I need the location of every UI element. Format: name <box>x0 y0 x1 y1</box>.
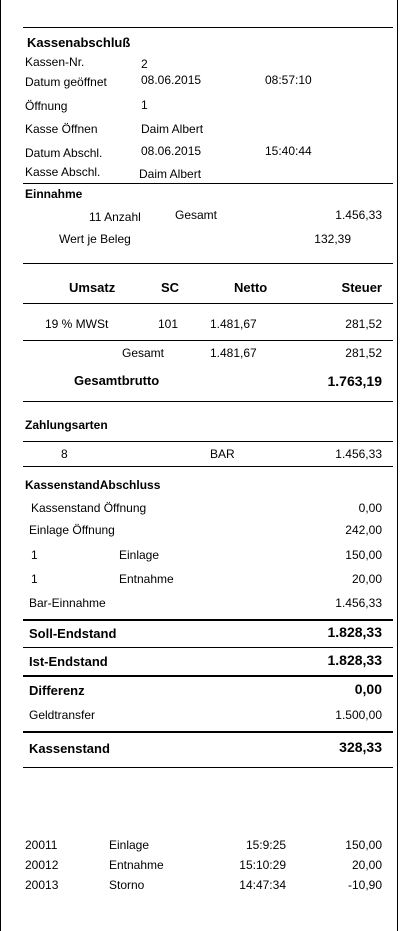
einlage-count: 1 <box>31 548 38 562</box>
zahlungsart-count: 8 <box>61 447 68 461</box>
wert-je-beleg-value: 132,39 <box>314 232 351 246</box>
kassenstand-oeffnung-label: Kassenstand Öffnung <box>31 501 147 515</box>
top-rule <box>23 27 393 28</box>
col-sc: SC <box>161 280 180 295</box>
gesamtbrutto-label: Gesamtbrutto <box>74 373 160 388</box>
rule <box>23 441 393 442</box>
einlage-oeffnung-label: Einlage Öffnung <box>29 523 115 537</box>
einnahme-anzahl: 11 Anzahl <box>89 210 141 224</box>
rule <box>23 263 393 264</box>
rule <box>23 647 393 648</box>
rule <box>23 619 393 621</box>
zahlungsart-type: BAR <box>210 447 235 461</box>
rule <box>23 466 393 467</box>
transaction-time: 15:10:29 <box>239 858 286 872</box>
rule <box>23 401 393 402</box>
umsatz-row-sc: 101 <box>158 317 179 331</box>
bar-einnahme-label: Bar-Einnahme <box>29 596 106 610</box>
transaction-type: Storno <box>109 878 145 892</box>
datum-abschl-value: 08.06.2015 <box>141 144 202 158</box>
kasse-oeffnen-value: Daim Albert <box>141 122 204 136</box>
gesamtbrutto-value: 1.763,19 <box>327 373 382 389</box>
oeffnung-value: 1 <box>141 98 148 112</box>
zahlungsart-amount: 1.456,33 <box>335 447 382 461</box>
wert-je-beleg-label: Wert je Beleg <box>59 232 131 246</box>
transaction-amount: 20,00 <box>351 858 382 872</box>
datum-abschl-label: Datum Abschl. <box>25 146 103 160</box>
kasse-abschl-value: Daim Albert <box>139 167 202 181</box>
rule <box>23 731 393 733</box>
transaction-time: 15:9:25 <box>245 838 286 852</box>
einlage-value: 150,00 <box>345 548 382 562</box>
kassenstand-label: Kassenstand <box>29 741 110 756</box>
einnahme-gesamt-value: 1.456,33 <box>335 208 382 222</box>
ist-endstand-label: Ist-Endstand <box>29 654 108 669</box>
kassenstand-value: 328,33 <box>339 739 382 755</box>
einnahme-heading: Einnahme <box>25 187 83 201</box>
ist-endstand-value: 1.828,33 <box>327 652 382 668</box>
umsatz-row-label: 19 % MWSt <box>45 317 109 331</box>
einlage-oeffnung-value: 242,00 <box>345 523 382 537</box>
transaction-type: Einlage <box>109 838 150 852</box>
kassenstand-oeffnung-value: 0,00 <box>358 501 382 515</box>
einlage-label: Einlage <box>119 548 160 562</box>
transaction-amount: 150,00 <box>345 838 382 852</box>
col-umsatz: Umsatz <box>69 280 116 295</box>
kasse-abschl-label: Kasse Abschl. <box>25 165 101 179</box>
umsatz-gesamt-netto: 1.481,67 <box>210 346 257 360</box>
kassen-nr-label: Kassen-Nr. <box>25 55 85 69</box>
entnahme-label: Entnahme <box>119 572 174 586</box>
kasse-oeffnen-label: Kasse Öffnen <box>25 122 98 136</box>
geldtransfer-value: 1.500,00 <box>335 708 382 722</box>
rule <box>23 340 393 341</box>
soll-endstand-value: 1.828,33 <box>327 624 382 640</box>
geldtransfer-label: Geldtransfer <box>29 708 96 722</box>
transaction-id: 20012 <box>25 858 59 872</box>
umsatz-gesamt-label: Gesamt <box>122 346 165 360</box>
col-netto: Netto <box>234 280 268 295</box>
datum-geoeffnet-value: 08.06.2015 <box>141 73 202 87</box>
rule <box>23 303 393 304</box>
zahlungsarten-heading: Zahlungsarten <box>25 418 108 432</box>
transaction-id: 20011 <box>25 838 58 852</box>
receipt-title: Kassenabschluß <box>27 35 131 50</box>
differenz-label: Differenz <box>29 683 85 698</box>
rule <box>23 675 393 677</box>
umsatz-gesamt-steuer: 281,52 <box>345 346 382 360</box>
differenz-value: 0,00 <box>354 681 382 697</box>
bar-einnahme-value: 1.456,33 <box>335 596 382 610</box>
soll-endstand-label: Soll-Endstand <box>29 626 117 641</box>
transaction-time: 14:47:34 <box>239 878 286 892</box>
datum-geoeffnet-label: Datum geöffnet <box>25 75 107 89</box>
rule <box>23 767 393 768</box>
kassen-nr-value: 2 <box>141 57 148 71</box>
entnahme-value: 20,00 <box>351 572 382 586</box>
rule <box>23 183 393 184</box>
umsatz-row-steuer: 281,52 <box>345 317 382 331</box>
entnahme-count: 1 <box>31 572 38 586</box>
kassenstand-heading: KassenstandAbschluss <box>25 478 161 492</box>
oeffnung-label: Öffnung <box>25 99 68 113</box>
einnahme-gesamt-label: Gesamt <box>175 208 218 222</box>
transaction-amount: -10,90 <box>347 878 382 892</box>
umsatz-row-netto: 1.481,67 <box>210 317 257 331</box>
transaction-id: 20013 <box>25 878 59 892</box>
zeit-abschl-value: 15:40:44 <box>265 144 312 158</box>
transaction-type: Entnahme <box>109 858 164 872</box>
col-steuer: Steuer <box>341 280 382 295</box>
zeit-geoeffnet-value: 08:57:10 <box>265 73 312 87</box>
